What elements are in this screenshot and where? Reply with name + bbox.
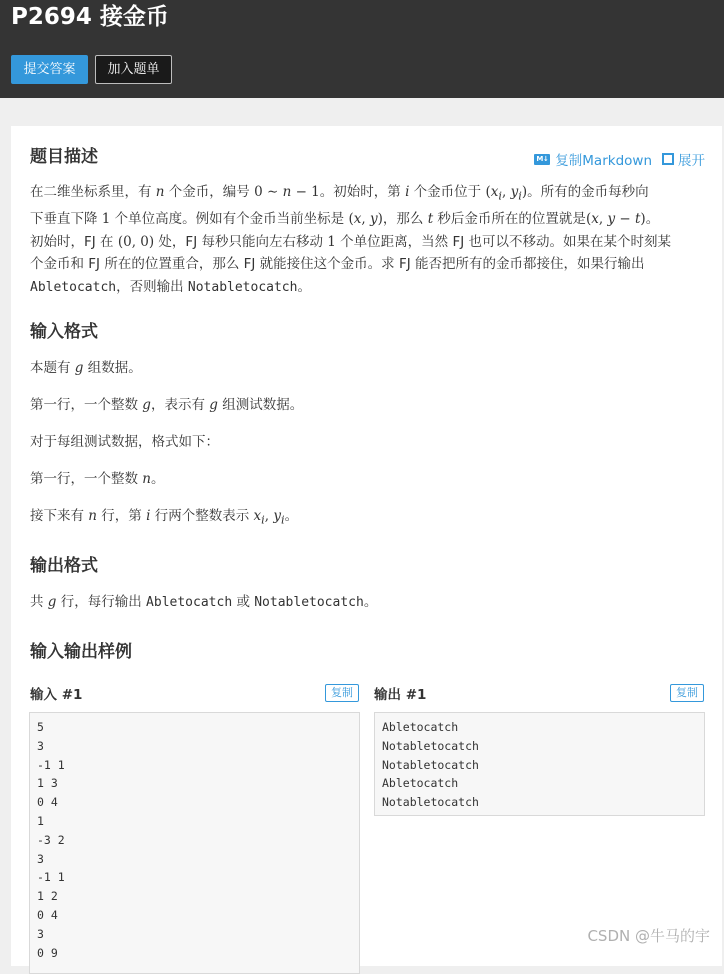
page-title: P2694 接金币 — [11, 4, 169, 30]
input-format-line-5: 接下来有 n 行，第 i 行两个整数表示 $x_i$, $y_i$。 — [30, 508, 299, 527]
expand-link[interactable] — [652, 149, 705, 169]
description-heading: 题目描述 — [30, 147, 98, 167]
watermark: CSDN @牛马的宇 — [587, 927, 710, 945]
input-format-line-3: 对于每组测试数据，格式如下： — [30, 434, 219, 450]
sample-output-block: Abletocatch Notabletocatch Notabletocatch Abletocatch Notabletocatch — [374, 712, 705, 816]
samples-heading: 输入输出样例 — [30, 642, 132, 662]
input-format-line-4: 第一行，一个整数 n。 — [30, 471, 165, 487]
input-format-line-2: 第一行，一个整数 g，表示有 g 组测试数据。 — [30, 397, 304, 413]
description-text: 在二维坐标系里，有 n 个金币，编号 0 ∼ n − 1。初始时，第 i 个金币位于 ($x_i$, $y_i$)。所有的金币每秒向 下垂直下降 1 个单位高度。例如有个金币当前坐标是 (x, y)，那么 t 秒后金币所在的位置就是(x, y − t)。 初始时，FJ 在 (0, 0) 处，FJ 每秒只能向左右移动 1 个单位距离，当然 FJ 也可以不移动。如果在某个时刻某 个金币和 FJ 所在的位置重合，那么 FJ 就能接住这个金币。求 FJ 能否把所有的金币都接住，如果行输出 Abletocatch，否则输出 Notabletocatch。 — [30, 184, 671, 295]
output-format-heading: 输出格式 — [30, 556, 98, 576]
sample-input-label: 输入 #1 — [30, 687, 83, 703]
description-actions — [534, 149, 705, 169]
copy-input-button[interactable]: 复制 — [325, 684, 359, 702]
copy-output-button[interactable]: 复制 — [670, 684, 704, 702]
problem-header — [0, 0, 724, 98]
copy-markdown-label: 复制Markdown — [555, 153, 652, 169]
output-format-line: 共 g 行，每行输出 Abletocatch 或 Notabletocatch。 — [30, 594, 378, 610]
expand-icon — [662, 153, 674, 165]
input-format-heading: 输入格式 — [30, 322, 98, 342]
problem-card — [11, 126, 722, 966]
sample-output-label: 输出 #1 — [374, 687, 427, 703]
submit-answer-button[interactable]: 提交答案 — [11, 55, 88, 84]
add-to-list-button[interactable]: 加入题单 — [95, 55, 172, 84]
copy-markdown-link[interactable] — [534, 149, 652, 169]
sample-input-block: 5 3 -1 1 1 3 0 4 1 -3 2 3 -1 1 1 2 0 4 3 0 9 — [29, 712, 360, 974]
input-format-line-1: 本题有 g 组数据。 — [30, 360, 142, 376]
expand-label: 展开 — [678, 153, 705, 169]
markdown-icon: M↓ — [534, 154, 550, 165]
